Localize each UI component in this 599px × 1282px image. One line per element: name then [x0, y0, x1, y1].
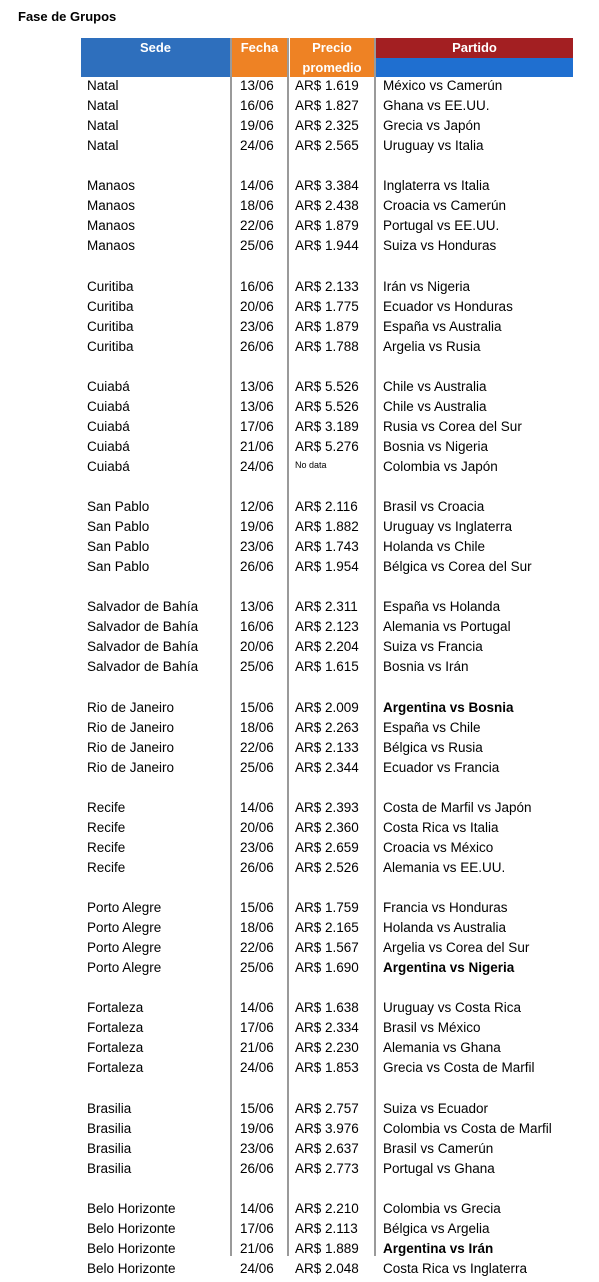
cell-fecha: 26/06 — [240, 559, 274, 574]
cell-precio: AR$ 5.526 — [295, 399, 359, 414]
cell-fecha: 20/06 — [240, 820, 274, 835]
cell-sede: Natal — [87, 78, 119, 93]
cell-sede: San Pablo — [87, 519, 150, 534]
table-row — [0, 397, 599, 417]
table-row — [0, 236, 599, 256]
cell-partido: Chile vs Australia — [383, 379, 487, 394]
cell-partido: Alemania vs Portugal — [383, 619, 511, 634]
page-title: Fase de Grupos — [18, 9, 117, 24]
table-row — [0, 1199, 599, 1219]
table-row — [0, 76, 599, 96]
table-row — [0, 938, 599, 958]
cell-precio: AR$ 3.384 — [295, 178, 359, 193]
cell-fecha: 23/06 — [240, 1141, 274, 1156]
cell-fecha: 16/06 — [240, 279, 274, 294]
cell-precio: AR$ 2.360 — [295, 820, 359, 835]
table-row — [0, 998, 599, 1018]
cell-sede: Cuiabá — [87, 379, 130, 394]
cell-partido: Ecuador vs Francia — [383, 760, 500, 775]
cell-precio: AR$ 1.827 — [295, 98, 359, 113]
table-row — [0, 1139, 599, 1159]
cell-fecha: 26/06 — [240, 860, 274, 875]
cell-sede: Cuiabá — [87, 419, 130, 434]
cell-fecha: 19/06 — [240, 118, 274, 133]
cell-sede: Belo Horizonte — [87, 1201, 176, 1216]
cell-partido: Alemania vs EE.UU. — [383, 860, 506, 875]
cell-partido: España vs Chile — [383, 720, 481, 735]
cell-precio: AR$ 2.230 — [295, 1040, 359, 1055]
cell-sede: Salvador de Bahía — [87, 659, 199, 674]
cell-precio: AR$ 1.759 — [295, 900, 359, 915]
table-row — [0, 958, 599, 978]
cell-sede: Rio de Janeiro — [87, 700, 175, 715]
cell-partido: Costa Rica vs Inglaterra — [383, 1261, 528, 1276]
cell-precio: AR$ 2.113 — [295, 1221, 358, 1236]
header-precio — [290, 38, 374, 77]
cell-fecha: 12/06 — [240, 499, 274, 514]
cell-fecha: 24/06 — [240, 459, 274, 474]
cell-precio: AR$ 1.879 — [295, 319, 359, 334]
cell-partido: Colombia vs Costa de Marfil — [383, 1121, 552, 1136]
table-row — [0, 1099, 599, 1119]
table-row — [0, 858, 599, 878]
cell-precio: AR$ 2.048 — [295, 1261, 359, 1276]
cell-fecha: 21/06 — [240, 1040, 274, 1055]
cell-fecha: 14/06 — [240, 800, 274, 815]
cell-partido: Grecia vs Costa de Marfil — [383, 1060, 535, 1075]
cell-fecha: 24/06 — [240, 1261, 274, 1276]
cell-fecha: 25/06 — [240, 659, 274, 674]
cell-fecha: 22/06 — [240, 940, 274, 955]
cell-precio: AR$ 2.334 — [295, 1020, 359, 1035]
cell-partido: Croacia vs México — [383, 840, 494, 855]
cell-partido: Ghana vs EE.UU. — [383, 98, 490, 113]
cell-partido: Irán vs Nigeria — [383, 279, 471, 294]
cell-fecha: 13/06 — [240, 379, 274, 394]
cell-fecha: 20/06 — [240, 299, 274, 314]
header-sede-fill — [81, 58, 230, 77]
cell-precio: AR$ 2.659 — [295, 840, 359, 855]
cell-sede: Porto Alegre — [87, 960, 162, 975]
table-row — [0, 116, 599, 136]
cell-sede: Salvador de Bahía — [87, 639, 199, 654]
cell-fecha: 15/06 — [240, 700, 274, 715]
cell-partido: Ecuador vs Honduras — [383, 299, 513, 314]
table-row — [0, 637, 599, 657]
cell-sede: Fortaleza — [87, 1000, 144, 1015]
cell-precio: AR$ 2.133 — [295, 279, 359, 294]
cell-sede: Recife — [87, 820, 126, 835]
cell-precio: AR$ 2.210 — [295, 1201, 359, 1216]
cell-sede: Belo Horizonte — [87, 1261, 176, 1276]
table-row — [0, 297, 599, 317]
cell-partido: Brasil vs Camerún — [383, 1141, 494, 1156]
cell-partido: Holanda vs Australia — [383, 920, 507, 935]
cell-partido: Francia vs Honduras — [383, 900, 508, 915]
cell-fecha: 24/06 — [240, 1060, 274, 1075]
cell-partido: Chile vs Australia — [383, 399, 487, 414]
cell-precio: AR$ 1.615 — [295, 659, 359, 674]
cell-sede: Curitiba — [87, 299, 134, 314]
cell-sede: Fortaleza — [87, 1060, 144, 1075]
cell-sede: Curitiba — [87, 319, 134, 334]
cell-fecha: 23/06 — [240, 319, 274, 334]
header-precio-line1: Precio — [312, 40, 352, 55]
cell-partido: Argelia vs Corea del Sur — [383, 940, 530, 955]
cell-precio: AR$ 2.757 — [295, 1101, 359, 1116]
table-row — [0, 497, 599, 517]
cell-sede: Belo Horizonte — [87, 1241, 176, 1256]
cell-fecha: 22/06 — [240, 218, 274, 233]
cell-sede: Salvador de Bahía — [87, 599, 199, 614]
cell-fecha: 19/06 — [240, 1121, 274, 1136]
cell-partido: Bélgica vs Argelia — [383, 1221, 490, 1236]
cell-fecha: 26/06 — [240, 339, 274, 354]
cell-fecha: 24/06 — [240, 138, 274, 153]
cell-precio: AR$ 3.189 — [295, 419, 359, 434]
cell-precio: AR$ 1.567 — [295, 940, 359, 955]
cell-fecha: 17/06 — [240, 1221, 274, 1236]
table-row — [0, 818, 599, 838]
table-row — [0, 196, 599, 216]
table-row — [0, 918, 599, 938]
table-row — [0, 337, 599, 357]
cell-partido: Rusia vs Corea del Sur — [383, 419, 522, 434]
cell-precio: AR$ 3.976 — [295, 1121, 359, 1136]
table-row — [0, 1018, 599, 1038]
cell-sede: Manaos — [87, 198, 136, 213]
cell-partido: Holanda vs Chile — [383, 539, 486, 554]
header-partido-fill — [376, 58, 573, 77]
cell-partido: Suiza vs Francia — [383, 639, 483, 654]
cell-sede: Rio de Janeiro — [87, 720, 175, 735]
cell-fecha: 21/06 — [240, 439, 274, 454]
cell-partido: Argentina vs Irán — [383, 1241, 494, 1256]
cell-fecha: 18/06 — [240, 920, 274, 935]
cell-fecha: 21/06 — [240, 1241, 274, 1256]
header-partido — [376, 38, 573, 77]
table-row — [0, 718, 599, 738]
cell-fecha: 16/06 — [240, 619, 274, 634]
cell-sede: Porto Alegre — [87, 900, 162, 915]
cell-precio: AR$ 1.879 — [295, 218, 359, 233]
cell-precio: AR$ 2.637 — [295, 1141, 359, 1156]
cell-precio: AR$ 1.775 — [295, 299, 359, 314]
cell-fecha: 16/06 — [240, 98, 274, 113]
cell-sede: Recife — [87, 840, 126, 855]
cell-partido: España vs Australia — [383, 319, 502, 334]
table-row — [0, 96, 599, 116]
cell-sede: Rio de Janeiro — [87, 760, 175, 775]
cell-fecha: 15/06 — [240, 900, 274, 915]
cell-precio: AR$ 2.263 — [295, 720, 359, 735]
table-row — [0, 1058, 599, 1078]
cell-fecha: 26/06 — [240, 1161, 274, 1176]
cell-partido: Grecia vs Japón — [383, 118, 481, 133]
cell-sede: Curitiba — [87, 279, 134, 294]
cell-fecha: 17/06 — [240, 1020, 274, 1035]
cell-sede: Fortaleza — [87, 1040, 144, 1055]
header-sede — [81, 38, 230, 77]
cell-partido: México vs Camerún — [383, 78, 503, 93]
table-row — [0, 798, 599, 818]
cell-partido: Bélgica vs Rusia — [383, 740, 483, 755]
cell-sede: Brasilia — [87, 1161, 132, 1176]
cell-sede: Recife — [87, 800, 126, 815]
cell-sede: Fortaleza — [87, 1020, 144, 1035]
cell-partido: Bosnia vs Irán — [383, 659, 469, 674]
table-row — [0, 317, 599, 337]
cell-fecha: 19/06 — [240, 519, 274, 534]
cell-precio: AR$ 1.882 — [295, 519, 359, 534]
cell-sede: Brasilia — [87, 1121, 132, 1136]
cell-precio: AR$ 1.638 — [295, 1000, 359, 1015]
table-row — [0, 557, 599, 577]
cell-precio: AR$ 1.889 — [295, 1241, 359, 1256]
cell-sede: San Pablo — [87, 559, 150, 574]
cell-precio: AR$ 2.773 — [295, 1161, 359, 1176]
cell-partido: Costa de Marfil vs Japón — [383, 800, 532, 815]
cell-fecha: 25/06 — [240, 960, 274, 975]
cell-partido: Alemania vs Ghana — [383, 1040, 501, 1055]
cell-precio: AR$ 2.165 — [295, 920, 359, 935]
cell-partido: Colombia vs Japón — [383, 459, 498, 474]
cell-sede: Porto Alegre — [87, 940, 162, 955]
table-row — [0, 758, 599, 778]
cell-partido: Suiza vs Honduras — [383, 238, 497, 253]
cell-sede: Natal — [87, 118, 119, 133]
cell-fecha: 25/06 — [240, 238, 274, 253]
cell-precio: AR$ 1.619 — [295, 78, 359, 93]
header-fecha-label: Fecha — [240, 40, 279, 55]
cell-precio: AR$ 1.853 — [295, 1060, 359, 1075]
cell-fecha: 14/06 — [240, 1000, 274, 1015]
cell-precio: AR$ 2.204 — [295, 639, 359, 654]
cell-fecha: 25/06 — [240, 760, 274, 775]
cell-sede: Manaos — [87, 218, 136, 233]
table-row — [0, 277, 599, 297]
cell-sede: Belo Horizonte — [87, 1221, 176, 1236]
table-row — [0, 537, 599, 557]
table-row — [0, 898, 599, 918]
cell-partido: Bélgica vs Corea del Sur — [383, 559, 532, 574]
table-row — [0, 377, 599, 397]
cell-partido: Argentina vs Bosnia — [383, 700, 514, 715]
cell-precio: AR$ 5.276 — [295, 439, 359, 454]
cell-precio: AR$ 2.526 — [295, 860, 359, 875]
cell-precio: AR$ 1.944 — [295, 238, 359, 253]
table-row — [0, 738, 599, 758]
table-row — [0, 657, 599, 677]
cell-fecha: 18/06 — [240, 720, 274, 735]
table-row — [0, 597, 599, 617]
cell-sede: Rio de Janeiro — [87, 740, 175, 755]
cell-sede: Porto Alegre — [87, 920, 162, 935]
cell-fecha: 13/06 — [240, 78, 274, 93]
cell-sede: Cuiabá — [87, 459, 130, 474]
cell-sede: San Pablo — [87, 499, 150, 514]
cell-precio: AR$ 2.393 — [295, 800, 359, 815]
cell-fecha: 20/06 — [240, 639, 274, 654]
cell-fecha: 18/06 — [240, 198, 274, 213]
cell-precio: No data — [295, 460, 327, 470]
cell-sede: Manaos — [87, 178, 136, 193]
cell-partido: España vs Holanda — [383, 599, 501, 614]
cell-precio: AR$ 2.438 — [295, 198, 359, 213]
cell-fecha: 14/06 — [240, 1201, 274, 1216]
cell-precio: AR$ 1.690 — [295, 960, 359, 975]
table-row — [0, 136, 599, 156]
table-row — [0, 1159, 599, 1179]
cell-sede: Brasilia — [87, 1101, 132, 1116]
cell-partido: Brasil vs Croacia — [383, 499, 485, 514]
table-row — [0, 1259, 599, 1279]
table-row — [0, 1239, 599, 1259]
header-precio-line2: promedio — [302, 60, 362, 75]
cell-precio: AR$ 2.123 — [295, 619, 359, 634]
cell-fecha: 13/06 — [240, 399, 274, 414]
cell-precio: AR$ 2.565 — [295, 138, 359, 153]
cell-precio: AR$ 2.133 — [295, 740, 359, 755]
cell-partido: Colombia vs Grecia — [383, 1201, 501, 1216]
cell-sede: Cuiabá — [87, 399, 130, 414]
table-row — [0, 517, 599, 537]
cell-partido: Inglaterra vs Italia — [383, 178, 490, 193]
cell-precio: AR$ 1.954 — [295, 559, 359, 574]
table-row — [0, 417, 599, 437]
cell-partido: Portugal vs Ghana — [383, 1161, 495, 1176]
table-row — [0, 698, 599, 718]
cell-sede: Salvador de Bahía — [87, 619, 199, 634]
cell-fecha: 22/06 — [240, 740, 274, 755]
cell-fecha: 13/06 — [240, 599, 274, 614]
table-row — [0, 1119, 599, 1139]
cell-sede: San Pablo — [87, 539, 150, 554]
cell-partido: Suiza vs Ecuador — [383, 1101, 489, 1116]
cell-partido: Uruguay vs Inglaterra — [383, 519, 513, 534]
cell-fecha: 23/06 — [240, 539, 274, 554]
table-row — [0, 1038, 599, 1058]
table-row — [0, 838, 599, 858]
cell-precio: AR$ 5.526 — [295, 379, 359, 394]
cell-partido: Croacia vs Camerún — [383, 198, 507, 213]
cell-sede: Recife — [87, 860, 126, 875]
cell-fecha: 17/06 — [240, 419, 274, 434]
cell-precio: AR$ 2.325 — [295, 118, 359, 133]
cell-partido: Brasil vs México — [383, 1020, 481, 1035]
cell-precio: AR$ 1.788 — [295, 339, 359, 354]
header-sede-label: Sede — [81, 38, 230, 59]
cell-partido: Argelia vs Rusia — [383, 339, 481, 354]
cell-sede: Cuiabá — [87, 439, 130, 454]
table-row — [0, 617, 599, 637]
table-row — [0, 176, 599, 196]
table-row — [0, 1219, 599, 1239]
cell-partido: Argentina vs Nigeria — [383, 960, 515, 975]
table-row — [0, 457, 599, 477]
cell-sede: Manaos — [87, 238, 136, 253]
cell-sede: Natal — [87, 98, 119, 113]
cell-fecha: 14/06 — [240, 178, 274, 193]
cell-partido: Uruguay vs Italia — [383, 138, 484, 153]
cell-precio: AR$ 2.311 — [295, 599, 358, 614]
cell-fecha: 15/06 — [240, 1101, 274, 1116]
cell-partido: Bosnia vs Nigeria — [383, 439, 489, 454]
cell-partido: Portugal vs EE.UU. — [383, 218, 500, 233]
header-partido-label: Partido — [452, 40, 497, 55]
cell-precio: AR$ 2.009 — [295, 700, 359, 715]
cell-precio: AR$ 2.344 — [295, 760, 359, 775]
cell-precio: AR$ 1.743 — [295, 539, 359, 554]
cell-sede: Curitiba — [87, 339, 134, 354]
cell-partido: Uruguay vs Costa Rica — [383, 1000, 522, 1015]
cell-sede: Brasilia — [87, 1141, 132, 1156]
cell-partido: Costa Rica vs Italia — [383, 820, 499, 835]
cell-sede: Natal — [87, 138, 119, 153]
table-row — [0, 437, 599, 457]
cell-precio: AR$ 2.116 — [295, 499, 358, 514]
header-fecha — [232, 38, 287, 77]
cell-fecha: 23/06 — [240, 840, 274, 855]
table-row — [0, 216, 599, 236]
